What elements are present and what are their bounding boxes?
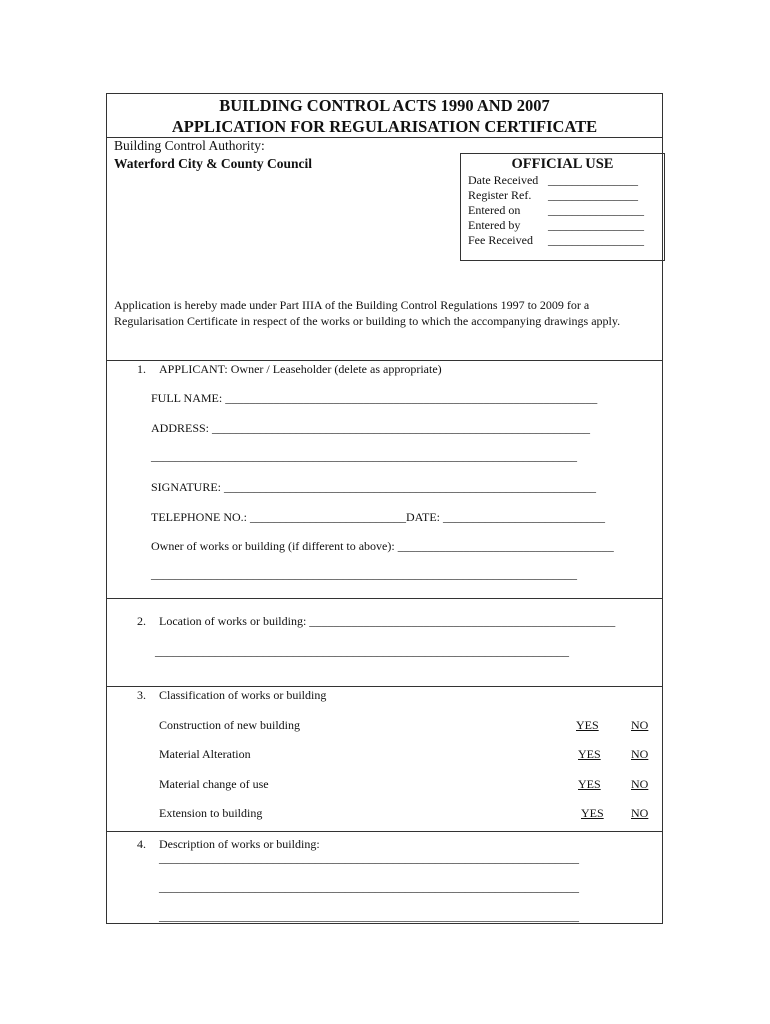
no-option[interactable]: NO: [631, 747, 649, 761]
description-field-line3[interactable]: ______________________________________________________________________: [159, 909, 579, 923]
classification-label: Material Alteration: [159, 747, 251, 761]
address-field[interactable]: ADDRESS: _______________________________________________________________: [151, 421, 591, 435]
application-form: [106, 93, 663, 924]
official-row-date-received: [468, 173, 538, 188]
official-row-line[interactable]: _______________: [548, 173, 638, 187]
official-use-box: [460, 153, 665, 261]
telephone-date-field[interactable]: TELEPHONE NO.: __________________________DATE: ___________________________: [151, 510, 605, 524]
yes-option[interactable]: YES: [578, 747, 601, 761]
section4-number: 4.: [137, 837, 146, 851]
location-field[interactable]: Location of works or building: ___________________________________________________: [159, 614, 616, 628]
description-field-line2[interactable]: ______________________________________________________________________: [159, 880, 579, 894]
section1-heading: APPLICANT: Owner / Leaseholder (delete as appropriate): [159, 362, 442, 376]
yes-option[interactable]: YES: [581, 806, 604, 820]
official-row-line[interactable]: _______________: [548, 188, 638, 202]
divider: [107, 686, 662, 687]
official-row-label: Date Received: [468, 173, 539, 187]
owner-field[interactable]: Owner of works or building (if different to above): ____________________________________: [151, 539, 614, 553]
full-name-field[interactable]: FULL NAME: ______________________________________________________________: [151, 391, 598, 405]
section3-number: 3.: [137, 688, 146, 702]
address-field-line2[interactable]: _______________________________________________________________________: [151, 449, 577, 463]
signature-field[interactable]: SIGNATURE: ______________________________________________________________: [151, 480, 597, 494]
form-title-line2: APPLICATION FOR REGULARISATION CERTIFICATE: [171, 117, 598, 136]
official-row-line[interactable]: ________________: [548, 233, 644, 247]
official-row-label: Fee Received: [468, 233, 533, 247]
authority-label: Building Control Authority:: [114, 138, 265, 153]
divider: [107, 831, 662, 832]
classification-label: Extension to building: [159, 806, 263, 820]
authority-name: Waterford City & County Council: [114, 156, 312, 171]
no-option[interactable]: NO: [631, 806, 649, 820]
owner-field-line2[interactable]: _______________________________________________________________________: [151, 567, 577, 581]
section3-heading: Classification of works or building: [159, 688, 327, 702]
intro-text-line1: Application is hereby made under Part IIIA of the Building Control Regulations 1997 to 2009 for a: [114, 298, 590, 312]
section4-heading: Description of works or building:: [159, 837, 320, 851]
location-field-line2[interactable]: _____________________________________________________________________: [155, 644, 569, 658]
no-option[interactable]: NO: [631, 777, 649, 791]
no-option[interactable]: NO: [631, 718, 649, 732]
section2-number: 2.: [137, 614, 146, 628]
yes-option[interactable]: YES: [576, 718, 599, 732]
official-row-label: Entered by: [468, 218, 521, 232]
official-use-heading: OFFICIAL USE: [511, 156, 614, 172]
form-title-line1: BUILDING CONTROL ACTS 1990 AND 2007: [219, 96, 550, 115]
description-field-line1[interactable]: ______________________________________________________________________: [159, 851, 579, 865]
official-row-label: Entered on: [468, 203, 521, 217]
divider: [107, 360, 662, 361]
yes-option[interactable]: YES: [578, 777, 601, 791]
divider: [107, 598, 662, 599]
official-row-line[interactable]: ________________: [548, 218, 644, 232]
intro-text-line2: Regularisation Certificate in respect of the works or building to which the accompanying drawings apply.: [114, 314, 621, 328]
classification-label: Material change of use: [159, 777, 269, 791]
section1-number: 1.: [137, 362, 146, 376]
official-row-label: Register Ref.: [468, 188, 532, 202]
classification-label: Construction of new building: [159, 718, 300, 732]
official-row-line[interactable]: ________________: [548, 203, 644, 217]
